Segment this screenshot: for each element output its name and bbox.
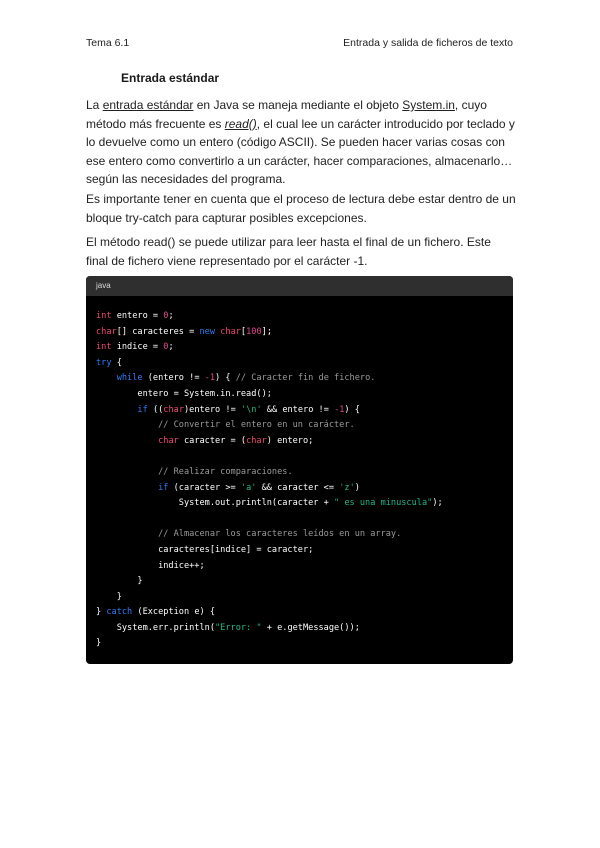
code-line	[96, 327, 272, 337]
code-token: // Almacenar los caracteres leídos en un array.	[158, 529, 402, 540]
code-token: (caracter >=	[168, 482, 241, 493]
code-token: caracteres[indice] = caracter;	[96, 544, 314, 555]
code-token	[96, 373, 117, 383]
code-block	[86, 276, 513, 664]
code-line	[96, 498, 443, 508]
code-line	[96, 311, 174, 321]
code-line	[96, 420, 355, 430]
code-token: ) {	[215, 373, 236, 384]
code-line	[96, 358, 122, 368]
code-token: ];	[261, 326, 272, 337]
paragraph-end-of-file: El método read() se puede utilizar para leer hasta el final de un fichero. Este final de fichero viene representado por el carácter -1.	[86, 235, 491, 268]
code-token: && entero !=	[261, 404, 335, 415]
code-token: int	[96, 311, 112, 321]
code-token	[96, 436, 158, 446]
code-token: }	[96, 638, 102, 649]
header-topic: Tema 6.1	[86, 37, 130, 49]
code-token: System.err.println(	[96, 622, 215, 633]
paragraph-intro	[86, 96, 516, 189]
code-token	[96, 405, 137, 415]
code-line	[96, 436, 313, 446]
code-token: 'z'	[339, 482, 355, 493]
code-token: entero =	[111, 311, 164, 321]
code-token: new	[199, 326, 216, 337]
code-line	[96, 342, 174, 352]
code-token: [] caracteres =	[116, 326, 200, 337]
code-token: (Exception e) {	[132, 607, 216, 618]
paragraph-text: , cuyo método más frecuente es	[86, 98, 487, 131]
code-line	[96, 561, 205, 571]
code-token: && caracter <=	[256, 482, 340, 493]
paragraph-text: , el cual lee un carácter introducido por teclado y lo devuelve como un entero (código ASCII). Se pueden hacer varias cosas con ese entero como convertirlo a un carácter, hacer comparaciones, almacenarlo… según las necesidades del programa.	[86, 116, 515, 187]
code-token: ) {	[344, 404, 360, 415]
code-line	[96, 483, 360, 493]
code-line	[96, 545, 313, 555]
code-token: System.out.println(caracter +	[96, 498, 334, 509]
code-token: // Convertir el entero en un carácter.	[158, 420, 355, 431]
entrada-estandar-link[interactable]: entrada estándar	[102, 98, 194, 112]
system-in-link[interactable]: System.in	[402, 98, 455, 112]
code-line	[96, 529, 401, 539]
read-method-link[interactable]: read()	[224, 116, 257, 131]
code-token: char	[158, 435, 179, 446]
code-token: // Caracter fin de fichero.	[235, 373, 376, 384]
code-token: char	[220, 326, 241, 337]
code-token: catch	[106, 607, 133, 618]
code-line	[96, 373, 375, 383]
code-line	[96, 405, 360, 415]
code-token: if	[158, 482, 169, 493]
code-token: indice++;	[96, 560, 205, 571]
code-token: -1	[204, 373, 216, 384]
code-token: if	[137, 404, 148, 415]
code-token: )	[354, 482, 360, 493]
header-chapter-title: Entrada y salida de ficheros de texto	[343, 37, 513, 49]
code-token: try	[96, 357, 112, 368]
code-token: 100	[246, 326, 262, 337]
code-token	[96, 420, 158, 430]
code-token: 0	[163, 311, 169, 321]
code-token	[96, 467, 158, 477]
code-token: 0	[163, 342, 169, 353]
code-token: )entero !=	[184, 404, 241, 415]
code-token: [	[240, 326, 247, 337]
code-language-label: java	[86, 276, 513, 296]
code-token: char	[246, 435, 267, 446]
code-token: (entero !=	[142, 373, 205, 384]
code-line	[96, 467, 293, 477]
code-token: // Realizar comparaciones.	[158, 466, 293, 477]
code-token: );	[432, 498, 443, 509]
paragraph-text: en Java se maneja mediante el objeto	[193, 98, 403, 112]
code-token: entero = System.in.read();	[96, 388, 272, 399]
code-token: ;	[168, 342, 174, 353]
code-line	[96, 607, 215, 617]
code-token: + e.getMessage());	[261, 622, 360, 633]
code-token: {	[111, 357, 122, 368]
code-token: }	[96, 576, 143, 587]
code-token	[96, 529, 158, 539]
code-token: ) entero;	[266, 435, 314, 446]
code-token: int	[96, 342, 112, 353]
code-line	[96, 623, 360, 633]
code-token: indice =	[111, 342, 164, 353]
code-token: ;	[168, 311, 174, 321]
code-token: 'a'	[240, 482, 257, 493]
code-token: caracter = (	[178, 435, 247, 446]
code-token: }	[96, 591, 122, 602]
code-line	[96, 389, 272, 399]
code-token	[96, 483, 158, 493]
code-line	[96, 638, 101, 648]
code-content	[86, 296, 513, 652]
code-token: "Error: "	[215, 622, 262, 633]
paragraph-try-catch: Es importante tener en cuenta que el proceso de lectura debe estar dentro de un bloque try-catch para capturar posibles excepciones.	[86, 192, 516, 225]
paragraph-text: La	[86, 98, 103, 112]
code-token: char	[163, 404, 184, 415]
code-token: }	[96, 607, 107, 618]
code-token: while	[116, 373, 143, 384]
code-line	[96, 576, 143, 586]
code-token: " es una minuscula"	[334, 498, 433, 509]
code-token: ((	[147, 404, 164, 415]
code-token: '\n'	[240, 404, 262, 415]
section-title: Entrada estándar	[121, 71, 220, 85]
code-line	[96, 592, 122, 602]
code-token: -1	[334, 404, 345, 415]
code-token: char	[96, 326, 117, 337]
